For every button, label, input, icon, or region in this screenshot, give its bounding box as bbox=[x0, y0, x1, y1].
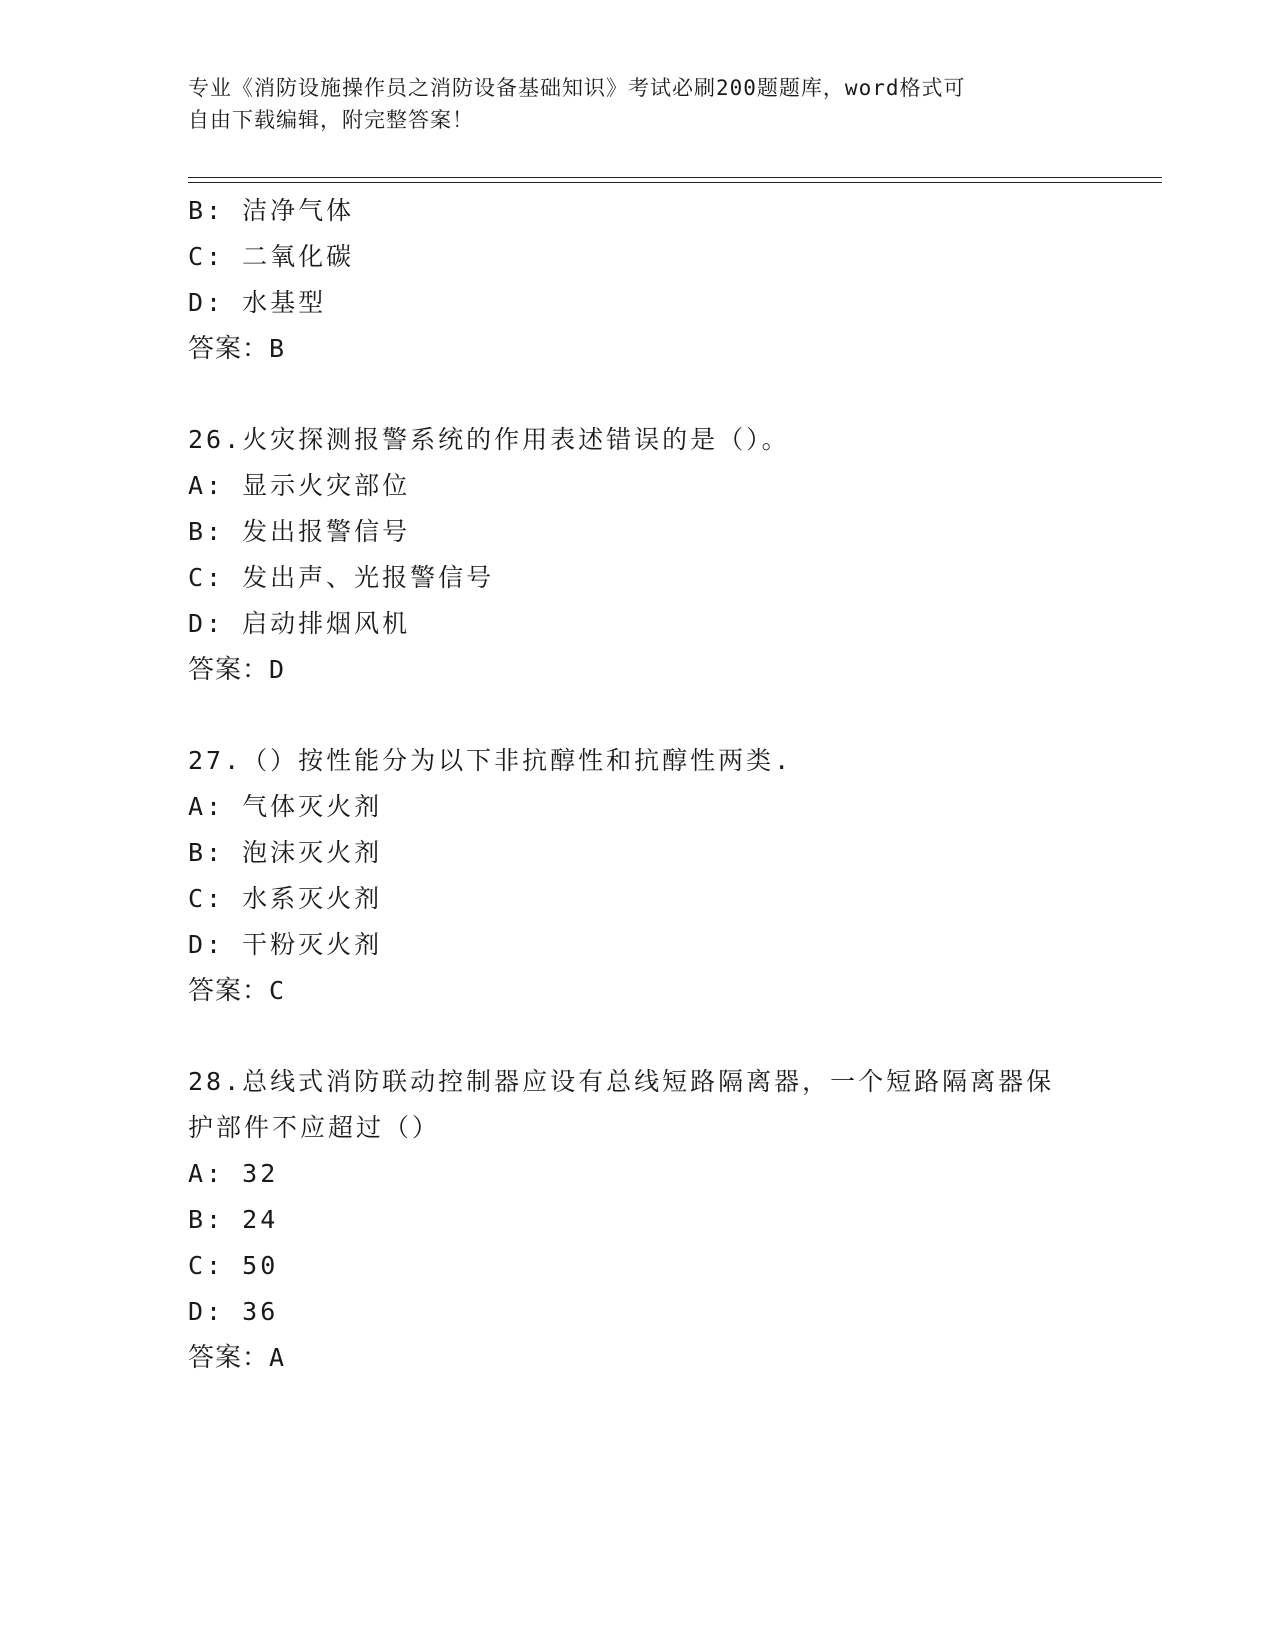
option-c: C: 50 bbox=[188, 1251, 279, 1280]
option-d: D: 干粉灭火剂 bbox=[188, 930, 383, 959]
header-line-2: 自由下载编辑，附完整答案！ bbox=[188, 108, 474, 132]
question-28 bbox=[188, 1059, 1088, 1381]
option-b: B: 发出报警信号 bbox=[188, 517, 411, 546]
question-27 bbox=[188, 738, 1088, 1014]
header-divider-bottom bbox=[188, 182, 1162, 183]
option-a: A: 显示火灾部位 bbox=[188, 471, 411, 500]
answer: 答案：B bbox=[188, 334, 286, 364]
question-text: 26.火灾探测报警系统的作用表述错误的是（）。 bbox=[188, 425, 790, 454]
answer: 答案：D bbox=[188, 655, 286, 685]
option-b: B: 泡沫灭火剂 bbox=[188, 838, 383, 867]
question-text: 27.（）按性能分为以下非抗醇性和抗醇性两类. bbox=[188, 746, 793, 775]
option-a: A: 32 bbox=[188, 1159, 279, 1188]
option-c: C: 发出声、光报警信号 bbox=[188, 563, 495, 592]
question-text-line-1: 28.总线式消防联动控制器应设有总线短路隔离器，一个短路隔离器保 bbox=[188, 1067, 1055, 1096]
question-25-tail bbox=[188, 188, 1088, 372]
header-line-1: 专业《消防设施操作员之消防设备基础知识》考试必刷200题题库，word格式可 bbox=[188, 76, 966, 100]
answer: 答案：C bbox=[188, 976, 286, 1006]
answer: 答案：A bbox=[188, 1343, 286, 1373]
question-list bbox=[188, 188, 1088, 1381]
option-d: D: 36 bbox=[188, 1297, 279, 1326]
option-b: B: 洁净气体 bbox=[188, 196, 355, 225]
option-c: C: 二氧化碳 bbox=[188, 242, 355, 271]
question-text-line-2: 护部件不应超过（） bbox=[188, 1113, 441, 1142]
option-b: B: 24 bbox=[188, 1205, 279, 1234]
option-a: A: 气体灭火剂 bbox=[188, 792, 383, 821]
option-d: D: 水基型 bbox=[188, 288, 327, 317]
document-header bbox=[188, 72, 1088, 136]
question-26 bbox=[188, 417, 1088, 693]
option-c: C: 水系灭火剂 bbox=[188, 884, 383, 913]
option-d: D: 启动排烟风机 bbox=[188, 609, 411, 638]
header-divider-top bbox=[188, 177, 1162, 178]
